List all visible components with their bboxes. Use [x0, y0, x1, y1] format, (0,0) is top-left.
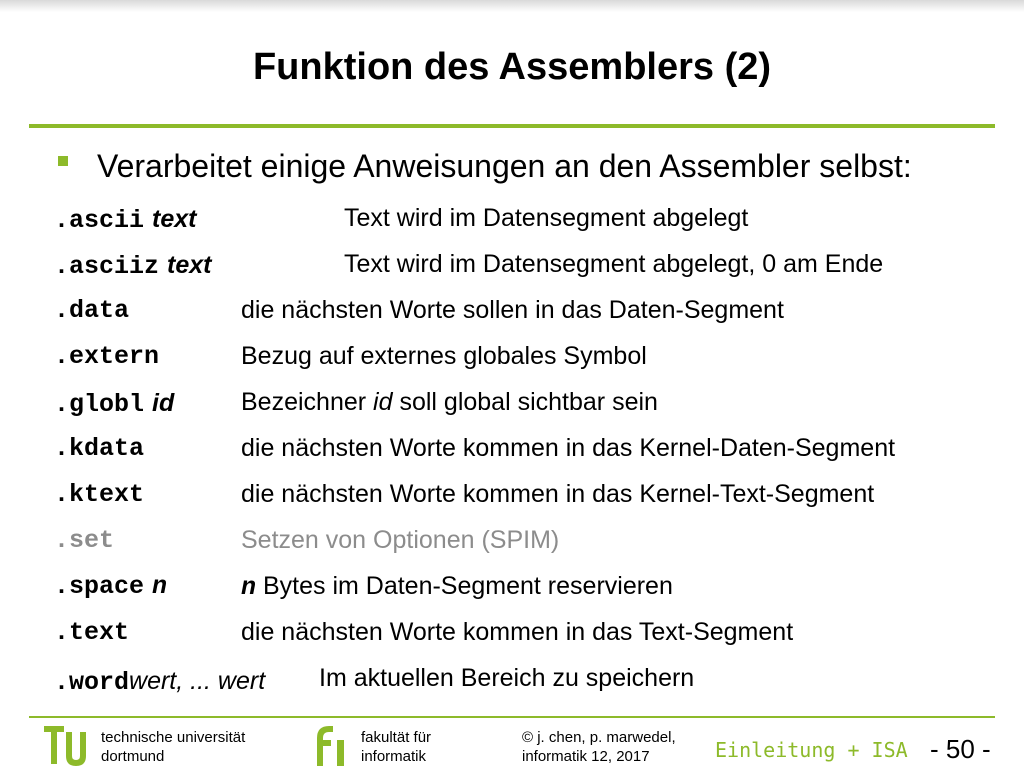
directive-keyword: .text — [54, 618, 130, 647]
faculty-line-1: fakultät für — [361, 729, 432, 746]
directive-keyword: .data — [54, 296, 130, 325]
footer-divider — [29, 716, 995, 718]
directive-description: die nächsten Worte kommen in das Kernel-Text-Segment — [241, 480, 875, 508]
university-line-2: dortmund — [101, 748, 165, 765]
title-divider — [29, 124, 995, 128]
directive-description: Im aktuellen Bereich zu speichern — [319, 664, 695, 692]
directive-keyword: .set — [54, 526, 115, 555]
directive-description: Text wird im Datensegment abgelegt, 0 am Ende — [344, 250, 884, 278]
directive-description: Setzen von Optionen (SPIM) — [241, 526, 560, 554]
copyright-line-1: © j. chen, p. marwedel, — [522, 729, 676, 746]
directive-keyword: .ascii text — [54, 205, 197, 235]
directive-description: die nächsten Worte sollen in das Daten-Segment — [241, 296, 784, 324]
top-stripe — [0, 0, 1024, 12]
directive-description: Bezug auf externes globales Symbol — [241, 342, 647, 370]
bullet-text: Verarbeitet einige Anweisungen an den Assembler selbst: — [97, 148, 912, 184]
directive-description: n Bytes im Daten-Segment reservieren — [241, 572, 673, 602]
page-number: - 50 - — [930, 734, 991, 764]
directive-keyword: .asciiz text — [54, 251, 212, 281]
directive-description: die nächsten Worte kommen in das Text-Segment — [241, 618, 794, 646]
directive-keyword: .globl id — [54, 389, 175, 419]
directive-keyword: .space n — [54, 572, 168, 601]
directive-keyword: .kdata — [54, 434, 145, 463]
directive-description: die nächsten Worte kommen in das Kernel-Daten-Segment — [241, 434, 896, 462]
tu-logo-icon — [44, 726, 94, 766]
directive-keyword: .wordwert, ... wert — [54, 667, 266, 697]
directive-description: Text wird im Datensegment abgelegt — [344, 204, 749, 232]
directive-keyword: .ktext — [54, 480, 145, 509]
copyright-line-2: informatik 12, 2017 — [522, 748, 650, 765]
directive-keyword: .extern — [54, 342, 160, 371]
directive-description: Bezeichner id soll global sichtbar sein — [241, 388, 658, 416]
section-label: Einleitung + ISA — [715, 738, 908, 762]
university-line-1: technische universität — [101, 729, 246, 746]
bullet-square-icon — [58, 156, 68, 166]
fi-logo-icon — [309, 724, 353, 766]
faculty-line-2: informatik — [361, 748, 427, 765]
slide-title: Funktion des Assemblers (2) — [252, 46, 772, 88]
